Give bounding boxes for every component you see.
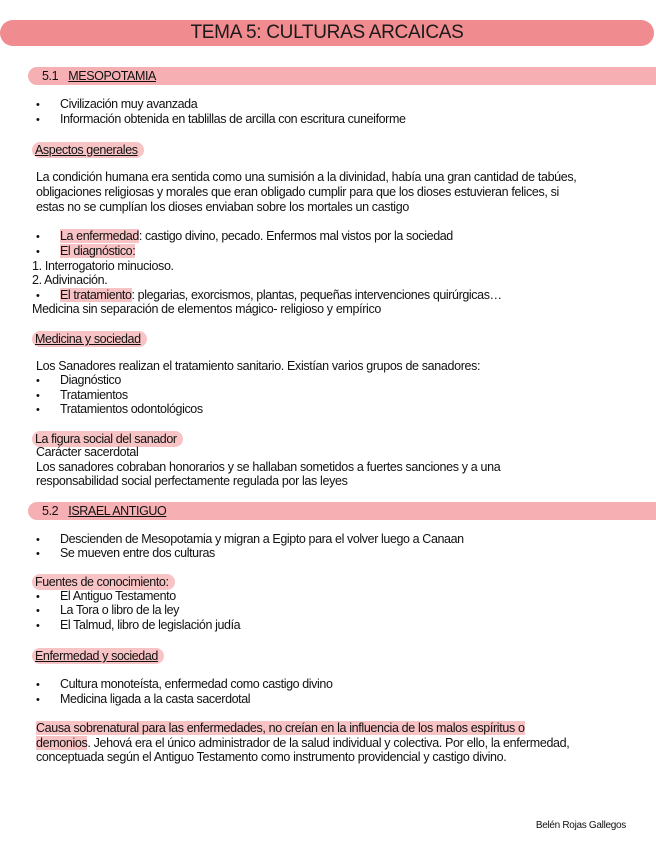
bullet-icon: • xyxy=(36,534,40,546)
bullet-icon: • xyxy=(36,679,40,691)
subheading-medicina: Medicina y sociedad xyxy=(32,331,147,347)
tratamiento-label: El tratamiento xyxy=(60,288,132,302)
list-item: • Tratamientos xyxy=(36,388,128,402)
list-item: • Descienden de Mesopotamia y migran a Egipto para el volver luego a Canaan xyxy=(36,532,464,546)
list-item: • Tratamientos odontológicos xyxy=(36,402,203,416)
paragraph-line: responsabilidad social perfectamente regulada por las leyes xyxy=(36,474,348,488)
paragraph-line: Medicina sin separación de elementos mágico- religioso y empírico xyxy=(32,302,381,316)
bullet-icon: • xyxy=(36,246,40,258)
title-banner xyxy=(0,20,654,46)
paragraph-line xyxy=(36,721,525,736)
subheading-aspectos: Aspectos generales xyxy=(32,142,144,158)
paragraph-line: estas no se cumplían los dioses enviaban sobre los mortales un castigo xyxy=(36,200,409,214)
section-israel-header xyxy=(28,502,656,520)
list-item: • Se mueven entre dos culturas xyxy=(36,546,215,560)
list-item: • Información obtenida en tablillas de arcilla con escritura cuneiforme xyxy=(36,112,406,126)
bullet-icon: • xyxy=(36,231,40,243)
page-title: TEMA 5: CULTURAS ARCAICAS xyxy=(190,22,464,43)
list-item: • El Antiguo Testamento xyxy=(36,589,176,603)
list-item: • Cultura monoteísta, enfermedad como castigo divino xyxy=(36,677,333,691)
numbered-item: 2. Adivinación. xyxy=(32,273,108,287)
paragraph-line: Los sanadores cobraban honorarios y se hallaban sometidos a fuertes sanciones y a una xyxy=(36,460,501,474)
list-item: • El Talmud, libro de legislación judía xyxy=(36,618,241,632)
list-item: • Civilización muy avanzada xyxy=(36,97,198,111)
bullet-icon: • xyxy=(36,548,40,560)
list-item: • Medicina ligada a la casta sacerdotal xyxy=(36,692,251,706)
diagnostico-label: El diagnóstico: xyxy=(60,244,136,258)
author-footer: Belén Rojas Gallegos xyxy=(535,820,626,831)
bullet-icon: • xyxy=(36,99,40,111)
subheading-fuentes: Fuentes de conocimiento: xyxy=(32,574,175,590)
paragraph-line: La condición humana era sentida como una sumisión a la divinidad, había una gran cantidad de tabúes, xyxy=(36,170,577,184)
bullet-icon: • xyxy=(36,694,40,706)
bullet-icon: • xyxy=(36,114,40,126)
section-number: 5.2 xyxy=(42,504,62,518)
bullet-icon: • xyxy=(36,404,40,416)
list-item: • Diagnóstico xyxy=(36,373,121,387)
section-title: ISRAEL ANTIGUO xyxy=(68,504,167,518)
bullet-icon: • xyxy=(36,591,40,603)
list-item xyxy=(36,244,135,260)
highlighted-text: Causa sobrenatural para las enfermedades, no creían en la influencia de los malos espíritus o xyxy=(36,721,525,735)
paragraph-line: demonios. Jehová era el único administrador de la salud individual y colectiva. Por ello, la enfermedad, xyxy=(36,736,570,750)
bullet-icon: • xyxy=(36,290,40,302)
paragraph-line: Carácter sacerdotal xyxy=(36,445,139,459)
bullet-icon: • xyxy=(36,605,40,617)
list-item: • La enfermedad: castigo divino, pecado. Enfermos mal vistos por la sociedad xyxy=(36,229,453,243)
list-item: • La Tora o libro de la ley xyxy=(36,603,180,617)
section-mesopotamia-header xyxy=(28,67,656,85)
section-title: MESOPOTAMIA xyxy=(68,69,156,83)
bullet-icon: • xyxy=(36,620,40,632)
subheading-figura: La figura social del sanador xyxy=(32,431,183,447)
bullet-icon: • xyxy=(36,375,40,387)
paragraph-line: conceptuada según el Antiguo Testamento como instrumento providencial y castigo divino. xyxy=(36,750,507,764)
numbered-item: 1. Interrogatorio minucioso. xyxy=(32,259,174,273)
subheading-enfermedad: Enfermedad y sociedad xyxy=(32,648,164,664)
section-number: 5.1 xyxy=(42,69,62,83)
enfermedad-label: La enfermedad xyxy=(60,229,139,243)
paragraph-line: obligaciones religiosas y morales que eran obligado cumplir para que los dioses estuvieran felices, si xyxy=(36,185,559,199)
highlighted-text: demonios xyxy=(36,736,88,750)
list-item: • El tratamiento: plegarias, exorcismos, plantas, pequeñas intervenciones quirúrgicas… xyxy=(36,288,502,302)
paragraph-line: Los Sanadores realizan el tratamiento sanitario. Existían varios grupos de sanadores: xyxy=(36,359,481,373)
bullet-icon: • xyxy=(36,390,40,402)
